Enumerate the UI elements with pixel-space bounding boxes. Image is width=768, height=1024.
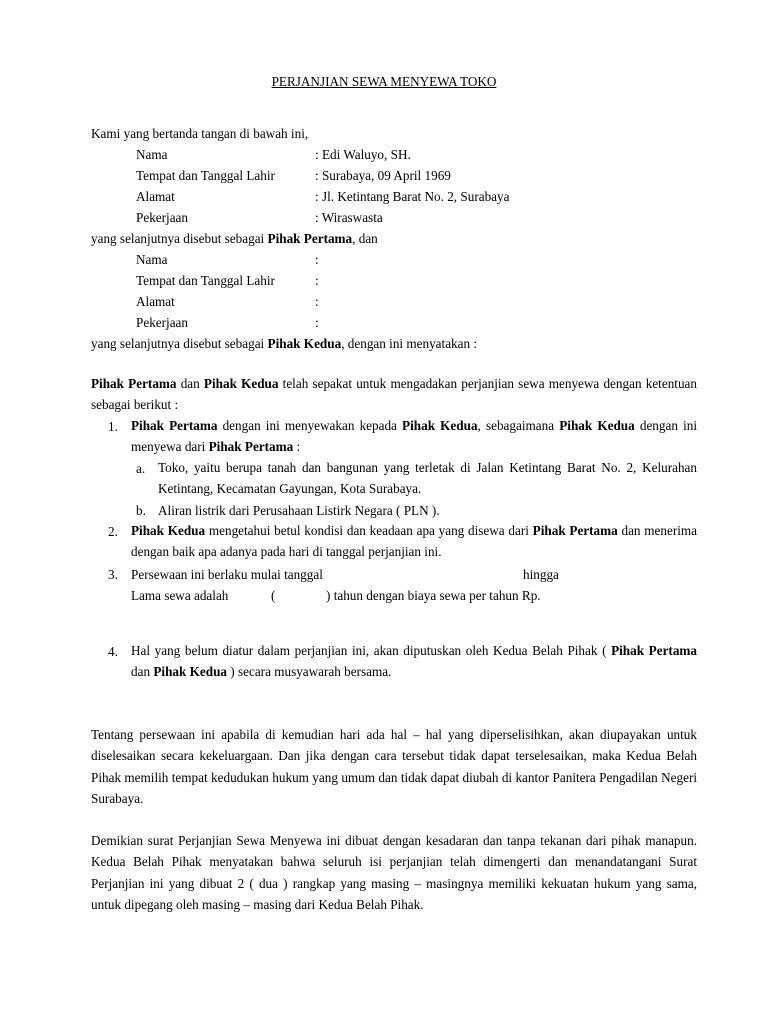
- item-3-start-text: Persewaan ini berlaku mulai tanggal: [131, 567, 323, 582]
- subitem-b-text: Aliran listrik dari Perusahaan Listirk Negara ( PLN ).: [158, 503, 440, 518]
- party2-name-label: Nama: [136, 252, 168, 267]
- party2-address-label: Alamat: [136, 294, 175, 309]
- item-4-number: 4.: [108, 644, 118, 659]
- item-2-text: [131, 520, 697, 563]
- designation-bold: Pihak Pertama: [267, 231, 353, 246]
- party1-address-label: Alamat: [136, 189, 175, 204]
- item-text: dengan ini menyewa dari: [131, 418, 697, 455]
- designation-text: yang selanjutnya disebut sebagai: [91, 231, 268, 246]
- item-3-fee-text: ) tahun dengan biaya sewa per tahun Rp.: [326, 588, 541, 603]
- item-text: :: [293, 439, 301, 455]
- party1-birth-value: : Surabaya, 09 April 1969: [315, 168, 451, 183]
- designation-text: , dan: [352, 231, 378, 246]
- party-name: Pihak Pertama: [91, 376, 177, 391]
- item-text: dan menerima dengan baik apa adanya pada hari di tanggal perjanjian ini.: [131, 523, 698, 560]
- item-text: dengan ini menyewakan kepada: [217, 418, 403, 433]
- party2-birth-label: Tempat dan Tanggal Lahir: [136, 273, 275, 288]
- document-title: PERJANJIAN SEWA MENYEWA TOKO: [271, 74, 497, 89]
- designation-text: yang selanjutnya disebut sebagai: [91, 336, 268, 351]
- party2-birth-value: :: [315, 273, 319, 288]
- party-name: Pihak Pertama: [532, 523, 618, 538]
- item-text: ) secara musyawarah bersama.: [227, 664, 392, 680]
- paragraph-text: dan: [176, 376, 204, 391]
- agreement-paragraph: [91, 373, 697, 416]
- item-3-until-text: hingga: [523, 567, 559, 582]
- party1-name-label: Nama: [136, 147, 168, 162]
- party1-designation: [91, 232, 378, 245]
- item-1-number: 1.: [108, 419, 118, 434]
- party1-name-value: : Edi Waluyo, SH.: [315, 147, 411, 162]
- party1-address-value: : Jl. Ketintang Barat No. 2, Surabaya: [315, 189, 510, 204]
- party2-job-label: Pekerjaan: [136, 315, 188, 330]
- item-text: Hal yang belum diatur dalam perjanjian ini, akan diputuskan oleh Kedua Belah Pihak (: [131, 643, 612, 658]
- party-name: Pihak Pertama: [611, 643, 697, 658]
- party-name: Pihak Kedua: [153, 664, 227, 680]
- party2-name-value: :: [315, 252, 319, 267]
- party-name: Pihak Kedua: [559, 418, 635, 433]
- item-2-number: 2.: [108, 524, 118, 539]
- dispute-paragraph: Tentang persewaan ini apabila di kemudian hari ada hal – hal yang diperselisihkan, akan diupayakan untuk diselesaikan secara kekeluargaan. Dan jika dengan cara tersebut tidak dapat terselesaikan, maka Kedua Belah Pihak memilih tempat kedudukan hukum yang umum dan tidak dapat diubah di kantor Panitera Pengadilan Negeri Surabaya.: [91, 727, 697, 806]
- subitem-b-marker: b.: [136, 503, 146, 518]
- item-text: mengetahui betul kondisi dan keadaan apa yang disewa dari: [205, 523, 533, 538]
- party-name: Pihak Pertama: [208, 439, 294, 455]
- item-1-text: [131, 415, 697, 458]
- item-4-text: [131, 640, 697, 683]
- item-3-duration-label: Lama sewa adalah: [131, 588, 229, 603]
- item-text: dan: [131, 664, 154, 680]
- item-3-duration-paren: (: [271, 588, 276, 603]
- subitem-a-marker: a.: [136, 461, 146, 476]
- designation-bold: Pihak Kedua: [267, 336, 342, 351]
- paragraph-text: telah sepakat untuk mengadakan perjanjian sewa menyewa dengan ketentuan sebagai berikut :: [91, 376, 697, 413]
- intro-text: Kami yang bertanda tangan di bawah ini,: [91, 126, 309, 141]
- party2-job-value: :: [315, 315, 319, 330]
- party1-birth-label: Tempat dan Tanggal Lahir: [136, 168, 275, 183]
- party2-address-value: :: [315, 294, 319, 309]
- closing-paragraph: Demikian surat Perjanjian Sewa Menyewa ini dibuat dengan kesadaran dan tanpa tekanan dari pihak manapun. Kedua Belah Pihak menyatakan bahwa seluruh isi perjanjian telah dimengerti dan menandatangani Surat Perjanjian ini yang dibuat 2 ( dua ) rangkap yang masing – masingnya memiliki kekuatan hukum yang sama, untuk dipegang oleh masing – masing dari Kedua Belah Pihak.: [91, 833, 697, 912]
- party-name: Pihak Kedua: [203, 376, 279, 391]
- item-3-number: 3.: [108, 567, 118, 582]
- party-name: Pihak Kedua: [131, 523, 206, 538]
- subitem-a-text: Toko, yaitu berupa tanah dan bangunan yang terletak di Jalan Ketintang Barat No. 2, Kelurahan Ketintang, Kecamatan Gayungan, Kota Surabaya.: [158, 460, 697, 497]
- party-name: Pihak Kedua: [402, 418, 478, 433]
- designation-text: , dengan ini menyatakan :: [341, 336, 478, 351]
- party-name: Pihak Pertama: [131, 418, 218, 433]
- party2-designation: [91, 337, 477, 350]
- party1-job-value: : Wiraswasta: [315, 210, 383, 225]
- item-text: , sebagaimana: [477, 418, 560, 433]
- party1-job-label: Pekerjaan: [136, 210, 188, 225]
